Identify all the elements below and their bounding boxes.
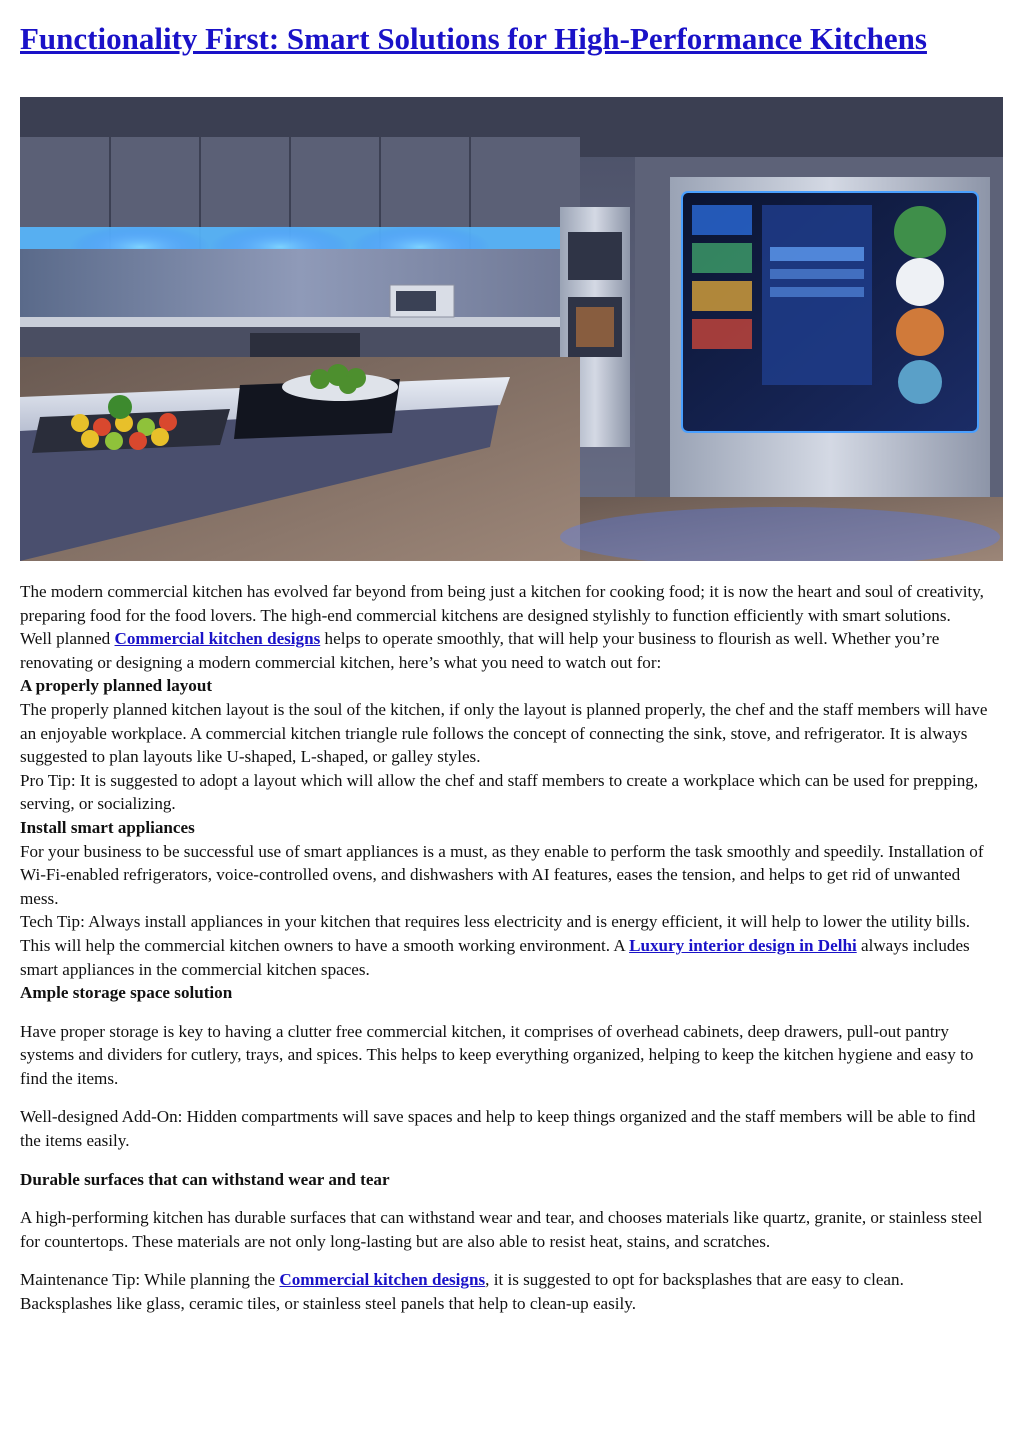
heading-storage: Ample storage space solution <box>20 983 233 1003</box>
smart-appliances-paragraph: For your business to be successful use of smart appliances is a must, as they enable to perform the task smoothly and speedily. Installation of Wi-Fi-enabled refrigerators, voice-controlled ovens, and dishwashers with AI features, eases the tension, and helps to get rid of unwanted mess. <box>20 841 984 908</box>
heading-surfaces: Durable surfaces that can withstand wear and tear <box>20 1169 390 1189</box>
storage-paragraph: Have proper storage is key to having a clutter free commercial kitchen, it comprises of overhead cabinets, deep drawers, pull-out pantry systems and dividers for cutlery, trays, and spices. This helps to keep everything organized, helping to keep the kitchen hygiene and easy to find the items. <box>20 1021 974 1088</box>
commercial-kitchen-designs-link[interactable]: Commercial kitchen designs <box>114 629 321 649</box>
addon-paragraph: Well-designed Add-On: Hidden compartments will save spaces and help to keep things organized and the staff members will be able to find the items easily. <box>20 1107 976 1151</box>
tech-tip-text-start: Tech Tip: Always install appliances in your kitchen that requires less electricity and is energy efficient, it will help to lower the utility bills. This will help the commercial kitchen owners to have a smooth working environment. A <box>20 912 971 955</box>
tech-tip-text-end: always includes smart appliances in the commercial kitchen spaces. <box>20 935 970 979</box>
surfaces-paragraph: A high-performing kitchen has durable surfaces that can withstand wear and tear, and chooses materials like quartz, granite, or stainless steel for countertops. These materials are not only long-lasting but are also able to resist heat, stains, and scratches. <box>20 1208 983 1251</box>
well-planned-text-end: helps to operate smoothly, that will help your business to flourish as well. Whether you’re renovating or designing a modern commercial kitchen, here’s what you need to watch out for: <box>20 629 940 672</box>
tech-tip-paragraph <box>20 910 995 981</box>
kitchen-photo-icon <box>20 97 1003 561</box>
intro-paragraph: The modern commercial kitchen has evolved far beyond from being just a kitchen for cooking food; it is now the heart and soul of creativity, preparing food for the food lovers. The high-end commercial kitchens are designed stylishly to function efficiently with smart solutions. <box>20 582 984 625</box>
maintenance-tip-paragraph <box>20 1268 995 1315</box>
pro-tip-paragraph: Pro Tip: It is suggested to adopt a layout which will allow the chef and staff members to create a workplace which can be used for prepping, serving, or socializing. <box>20 770 979 814</box>
heading-layout: A properly planned layout <box>20 676 213 696</box>
maintenance-text-start: Maintenance Tip: While planning the <box>20 1270 280 1290</box>
luxury-interior-design-link[interactable]: Luxury interior design in Delhi <box>629 935 857 955</box>
well-planned-text-start: Well planned <box>20 629 115 649</box>
maintenance-text-end: , it is suggested to opt for backsplashes that are easy to clean. Backsplashes like glass, ceramic tiles, or stainless steel panels that help to clean-up easily. <box>20 1270 904 1314</box>
layout-paragraph: The properly planned kitchen layout is the soul of the kitchen, if only the layout is planned properly, the chef and the staff members will have an enjoyable workplace. A commercial kitchen triangle rule follows the concept of connecting the sink, stove, and refrigerator. It is always suggested to plan layouts like U-shaped, L-shaped, or galley styles. <box>20 699 988 767</box>
article-body <box>20 580 995 1316</box>
commercial-kitchen-designs-link-2[interactable]: Commercial kitchen designs <box>279 1270 486 1290</box>
page-title[interactable]: Functionality First: Smart Solutions for High-Performance Kitchens <box>20 21 927 56</box>
heading-smart-appliances: Install smart appliances <box>20 817 195 837</box>
well-planned-paragraph <box>20 627 995 674</box>
hero-image <box>20 97 1003 561</box>
